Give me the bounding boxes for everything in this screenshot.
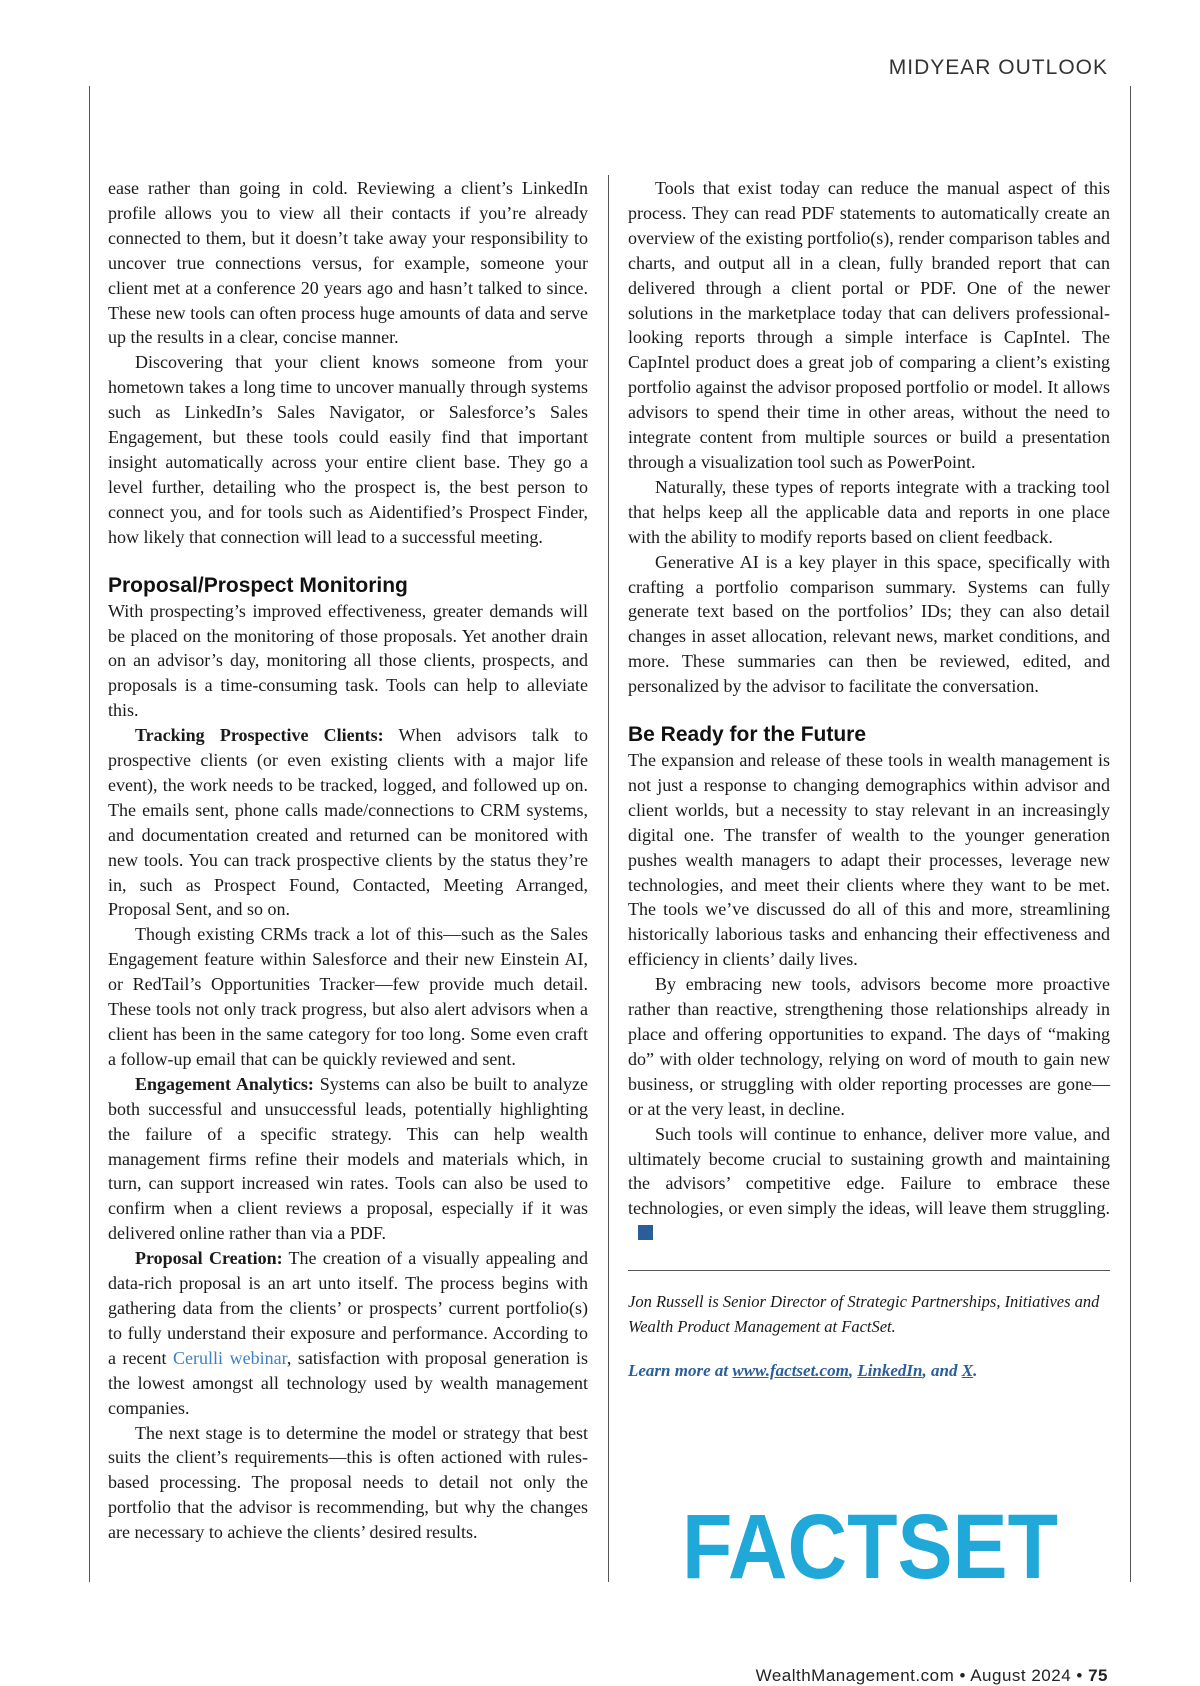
cerulli-webinar-link[interactable]: Cerulli webinar — [173, 1347, 287, 1368]
bio-divider — [628, 1270, 1110, 1271]
paragraph: The next stage is to determine the model or strategy that best suits the client’s requirements—this is often actioned with rules-based processing. The proposal needs to detail not only the portfolio that the advisor is recommending, but why the changes are necessary to achieve the clients’ desired results. — [108, 1422, 588, 1543]
author-bio: Jon Russell is Senior Director of Strategic Partnerships, Initiatives and Wealth Product Management at FactSet. — [628, 1292, 1100, 1337]
paragraph: Tools that exist today can reduce the manual aspect of this process. They can read PDF statements to automatically create an overview of the existing portfolio(s), render comparison tables and charts, and output all in a clean, fully branded report that can delivered through a client portal or PDF. One of the newer solutions in the marketplace today that can delivers professional-looking reports through a simple interface is CapIntel. The CapIntel product does a great job of comparing a client’s existing portfolio against the advisor proposed portfolio or model. It allows advisors to spend their time in other areas, without the need to integrate content from multiple sources or build a presentation through a visualization tool such as PowerPoint. — [628, 178, 1110, 472]
left-column-rule — [89, 86, 90, 1582]
paragraph: Discovering that your client knows someone from your hometown takes a long time to uncover manually through systems such as LinkedIn’s Sales Navigator, or Salesforce’s Sales Engagement, but these tools could easily find that important insight automatically across your entire client base. They go a level further, detailing who the prospect is, the best person to connect you, and for tools such as Aidentified’s Prospect Finder, how likely that connection will lead to a successful meeting. — [108, 352, 588, 547]
paragraph: Naturally, these types of reports integrate with a tracking tool that helps keep all the applicable data and reports in one place with the ability to modify reports based on client feedback. — [628, 476, 1110, 547]
page-footer: WealthManagement.com • August 2024 • 75 — [755, 1666, 1108, 1685]
paragraph: Tracking Prospective Clients: When advisors talk to prospective clients (or even existing clients with a major life event), the work needs to be tracked, logged, and followed up on. The emails sent, phone calls made/connections to CRM systems, and documentation created and returned can be monitored with new tools. You can track prospective clients by the status they’re in, such as Prospect Found, Contacted, Meeting Arranged, Proposal Sent, and so on. — [108, 725, 588, 920]
x-link[interactable]: X — [961, 1361, 974, 1381]
section-label: MIDYEAR OUTLOOK — [888, 56, 1108, 79]
paragraph: By embracing new tools, advisors become more proactive rather than reactive, strengthening those relationships already in place and offering opportunities to expand. The days of “making do” with older technology, relying on word of mouth to gain new business, or struggling with older reporting processes are gone—or at the very least, in decline. — [628, 974, 1110, 1119]
factset-website-link[interactable]: www.factset.com — [732, 1361, 849, 1381]
run-in-heading: Engagement Analytics: — [135, 1073, 314, 1094]
run-in-heading: Tracking Prospective Clients: — [135, 725, 384, 746]
paragraph: Generative AI is a key player in this space, specifically with crafting a portfolio comparison summary. Systems can fully generate text based on the portfolios’ IDs; they can also detail changes in asset allocation, relevant news, market conditions, and more. These summaries can then be reviewed, edited, and personalized by the advisor to facilitate the conversation. — [628, 551, 1110, 697]
page-number: 75 — [1088, 1666, 1108, 1685]
svg-text:FACTSET: FACTSET — [682, 1500, 1058, 1590]
paragraph: Such tools will continue to enhance, deliver more value, and ultimately become crucial to sustaining growth and maintaining the advisors’ competitive edge. Failure to embrace these technologies, or even simply the ideas, will leave them struggling. — [628, 1122, 1110, 1247]
learn-more-line: Learn more at www.factset.com, LinkedIn, and X. — [628, 1361, 978, 1381]
paragraph: The expansion and release of these tools in wealth management is not just a response to changing demographics within advisor and client worlds, but a necessity to stay relevant in an increasingly digital one. The transfer of wealth to the younger generation pushes wealth managers to adapt their processes, leverage new technologies, and meet their clients where they want to be met. The tools we’ve discussed do all of this and more, streamlining historically laborious tasks and enhancing their effectiveness and efficiency in clients’ daily lives. — [628, 750, 1110, 970]
paragraph: Proposal Creation: The creation of a visually appealing and data-rich proposal is an art unto itself. The process begins with gathering data from the clients’ or prospects’ current portfolio(s) to fully understand their exposure and performance. According to a recent Cerulli webinar, satisfaction with proposal generation is the lowest amongst all technology used by wealth management companies. — [108, 1248, 589, 1418]
linkedin-link[interactable]: LinkedIn — [857, 1361, 923, 1381]
right-column — [628, 176, 1110, 1384]
factset-logo — [680, 1500, 1060, 1590]
section-heading-proposal-monitoring: Proposal/Prospect Monitoring — [108, 573, 408, 597]
middle-column-rule — [608, 175, 609, 1582]
right-column-rule — [1130, 86, 1131, 1582]
run-in-heading: Proposal Creation: — [135, 1248, 283, 1269]
paragraph: Engagement Analytics: Systems can also be built to analyze both successful and unsuccessful leads, potentially highlighting the failure of a specific strategy. This can help wealth management firms refine their models and materials which, in turn, can support increased win rates. Tools can also be used to confirm when a client reviews a proposal, especially if it was delivered online rather than via a PDF. — [108, 1073, 589, 1244]
section-heading-be-ready: Be Ready for the Future — [628, 723, 867, 747]
paragraph: With prospecting’s improved effectiveness, greater demands will be placed on the monitoring of those proposals. Yet another drain on an advisor’s day, monitoring all those clients, prospects, and proposals is a time-consuming task. Tools can help to alleviate this. — [108, 600, 588, 721]
left-column — [108, 176, 588, 1545]
paragraph: Though existing CRMs track a lot of this—such as the Sales Engagement feature within Salesforce and their new Einstein AI, or RedTail’s Opportunities Tracker—few provide much detail. These tools not only track progress, but also alert advisors when a client has been in the same category for too long. Some even craft a follow-up email that can be quickly reviewed and sent. — [108, 924, 588, 1069]
end-of-article-icon — [638, 1225, 653, 1240]
paragraph: ease rather than going in cold. Reviewing a client’s LinkedIn profile allows you to view all their contacts if you’re already connected to them, but it doesn’t take away your responsibility to uncover true connections versus, for example, someone your client met at a conference 20 years ago and hasn’t talked to since. These new tools can often process huge amounts of data and serve up the results in a clear, concise manner. — [108, 178, 588, 348]
